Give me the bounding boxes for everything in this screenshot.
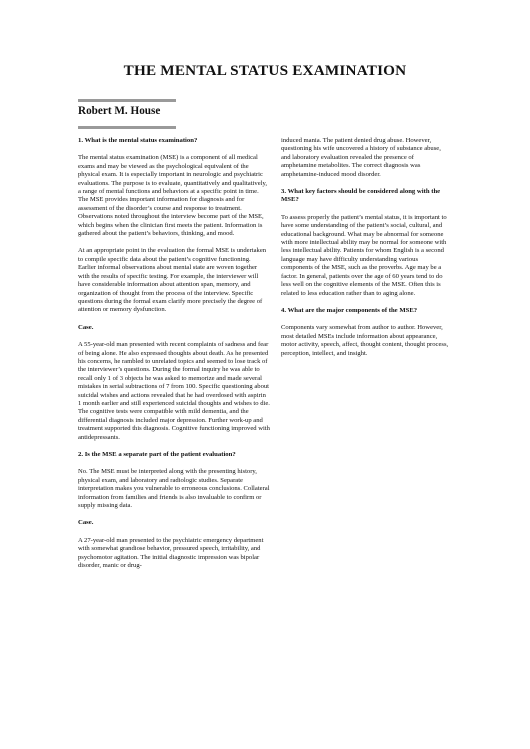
body-paragraph: To assess properly the patient’s mental status, it is important to have some understanding of the patient’s social, cultural, and educational background. What may be abnormal for someone with more intellectual ability may be normal for someone with less intellectual ability. Patients for whom English is a second language may have difficulty understanding various components of the MSE, such as the proverbs. Age may be a factor. In general, patients over the age of 60 years tend to do less well on the cognitive elements of the MSE. Often this is related to less education rather than to aging alone. (281, 213, 447, 297)
body-paragraph: A 27-year-old man presented to the psychiatric emergency department with somewhat grandiose behavior, pressured speech, irritability, and psychomotor agitation. The initial diagnostic impression was bipolar disorder, manic or drug- (78, 536, 264, 570)
page-title: THE MENTAL STATUS EXAMINATION (123, 62, 407, 79)
author-rule-top (78, 99, 176, 102)
body-paragraph: The mental status examination (MSE) is a component of all medical exams and may be viewed as the psychological equivalent of the physical exam. It is especially important in neurologic and psychiatric evaluations. The purpose is to evaluate, quantitatively and qualitatively, a range of mental functions and behaviors at a specific point in time. The MSE provides important information for diagnosis and for assessment of the disorder’s course and response to treatment. Observations noted throughout the interview become part of the MSE, which begins when the clinician first meets the patient. Information is gathered about the patient’s behaviors, thinking, and mood. (78, 154, 267, 238)
right-column (281, 137, 451, 367)
case-heading: Case. (78, 519, 94, 527)
section-heading: 2. Is the MSE a separate part of the patient evaluation? (78, 451, 236, 458)
case-heading: Case. (78, 323, 94, 331)
author-name: Robert M. House (78, 105, 161, 117)
author-rule-bottom (78, 126, 176, 129)
body-paragraph: Components vary somewhat from author to author. However, most detailed MSEs include information about appearance, motor activity, speech, affect, thought content, thought process, perception, intellect, and insight. (281, 324, 449, 357)
section-heading: 1. What is the mental status examination? (78, 137, 198, 144)
body-paragraph: A 55-year-old man presented with recent complaints of sadness and fear of being alone. He also expressed thoughts about death. As he presented his concerns, he rambled to unrelated topics and seemed to lose track of the interviewer’s questions. During the formal inquiry he was able to recall only 1 of 3 objects he was asked to memorize and made several mistakes in serial subtractions of 7 from 100. Specific questioning about suicidal wishes and actions revealed that he had overdosed with aspirin 1 month earlier and still experienced suicidal thoughts and wishes to die. The cognitive tests were compatible with mild dementia, and the differential diagnosis included major depression. Further work-up and treatment supported this diagnosis. Cognitive functioning improved with antidepressants. (78, 341, 270, 441)
section-heading: 3. What key factors should be considered along with the MSE? (281, 188, 441, 204)
left-column (78, 137, 270, 579)
body-paragraph: No. The MSE must be interpreted along with the presenting history, physical exam, and laboratory and radiologic studies. Separate interpretation makes you vulnerable to erroneous conclusions. Collateral information from families and friends is also invaluable to confirm or supply missing data. (78, 468, 270, 510)
section-heading: 4. What are the major components of the MSE? (281, 306, 418, 314)
body-paragraph: induced mania. The patient denied drug abuse. However, questioning his wife uncovered a history of substance abuse, and laboratory evaluation revealed the presence of amphetamine metabolites. The correct diagnosis was amphetamine-induced mood disorder. (281, 137, 441, 178)
body-paragraph: At an appropriate point in the evaluation the formal MSE is undertaken to compile specific data about the patient’s cognitive functioning. Earlier informal observations about mental state are woven together with the results of specific testing. For example, the interviewer will have considerable information about attention span, memory, and organization of thought from the process of the interview. Specific questions during the formal exam clarify more precisely the degree of attention or memory dysfunction. (78, 247, 267, 314)
